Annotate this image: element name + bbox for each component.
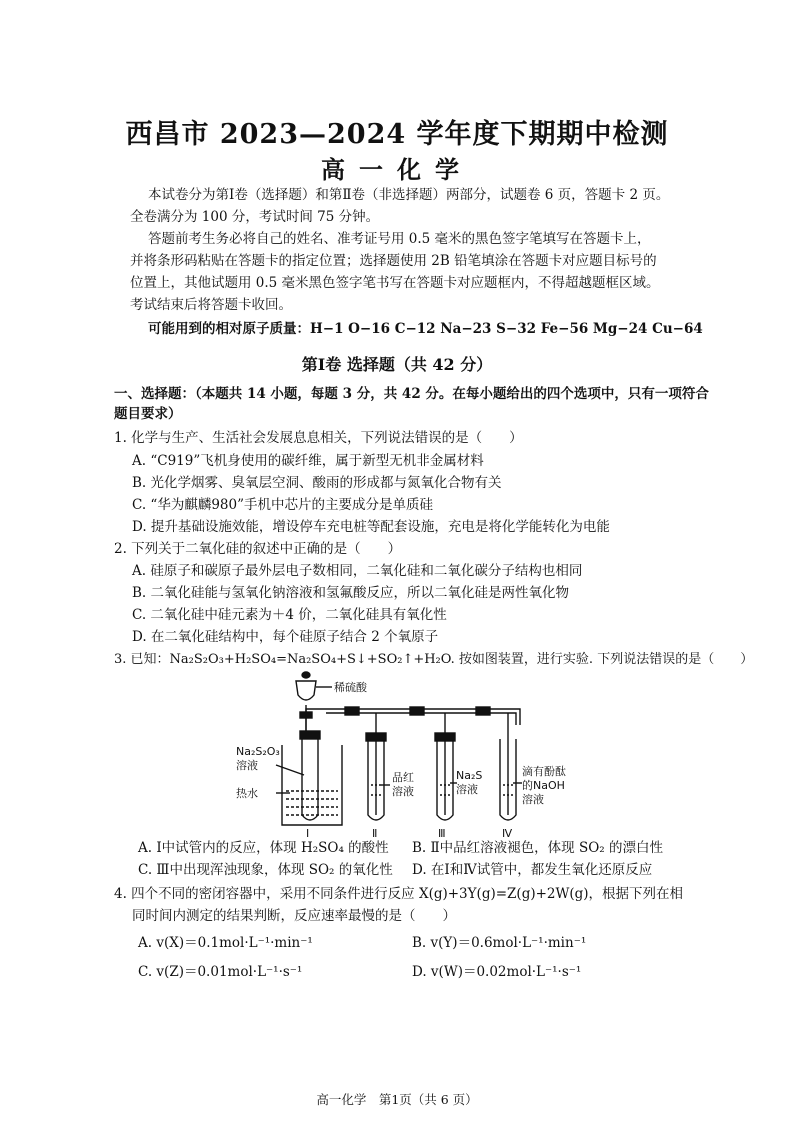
diagram-label-na2s: Na₂S	[456, 769, 483, 782]
diagram-label-solution: 溶液	[236, 759, 258, 772]
option-d: D. 提升基础设施效能，增设停车充电桩等配套设施，充电是将化学能转化为电能	[132, 519, 610, 535]
section-title: 第Ⅰ卷 选择题（共 42 分）	[301, 355, 493, 374]
option-d: D. 在Ⅰ和Ⅳ试管中，都发生氧化还原反应	[412, 862, 653, 878]
diagram-label-na2s2o3: Na₂S₂O₃	[236, 745, 280, 758]
option-b: B. 光化学烟雾、臭氧层空洞、酸雨的形成都与氮氧化合物有关	[132, 475, 502, 491]
tube-label-1: Ⅰ	[306, 827, 310, 840]
option-d: D. v(W)＝0.02mol·L⁻¹·s⁻¹	[412, 964, 582, 980]
page-title: 西昌市 2023—2024 学年度下期期中检测	[125, 119, 669, 150]
diagram-label-pinkred: 品红	[392, 771, 414, 784]
tube-label-2: Ⅱ	[372, 827, 378, 840]
section-instructions: 题目要求）	[114, 406, 182, 422]
question-stem: 3. 已知：Na₂S₂O₃+H₂SO₄=Na₂SO₄+S↓+SO₂↑+H₂O. 按如图装置，进行实验. 下列说法错误的是（ ）	[114, 652, 754, 667]
option-c: C. Ⅲ中出现浑浊现象，体现 SO₂ 的氧化性	[138, 862, 393, 878]
diagram-label-na2s-solution: 溶液	[456, 783, 478, 796]
option-c: C. “华为麒麟980”手机中芯片的主要成分是单质硅	[132, 497, 434, 513]
option-b: B. 二氧化硅能与氢氧化钠溶液和氢氟酸反应，所以二氧化硅是两性氧化物	[132, 585, 570, 601]
diagram-label-hot-water: 热水	[236, 787, 258, 800]
diagram-label-naoh-solution: 溶液	[522, 793, 544, 806]
question-stem: 1. 化学与生产、生活社会发展息息相关，下列说法错误的是（ ）	[114, 430, 523, 446]
diagram-label-phenolphthalein: 滴有酚酞	[522, 765, 566, 778]
apparatus-diagram	[230, 665, 590, 840]
option-c: C. v(Z)＝0.01mol·L⁻¹·s⁻¹	[138, 964, 303, 980]
intro-line: 位置上，其他试题用 0.5 毫米黑色签字笔书写在答题卡对应题框内，不得超越题框区域。	[130, 275, 660, 291]
diagram-label-pinkred-solution: 溶液	[392, 785, 414, 798]
section-instructions: 一、选择题：（本题共 14 小题，每题 3 分，共 42 分。在每小题给出的四个选项中，只有一项符合	[114, 386, 709, 402]
intro-line: 并将条形码粘贴在答题卡的指定位置；选择题使用 2B 铅笔填涂在答题卡对应题目标号的	[130, 253, 657, 269]
option-d: D. 在二氧化硅结构中，每个硅原子结合 2 个氧原子	[132, 629, 439, 645]
tube-label-3: Ⅲ	[438, 827, 446, 840]
intro-line: 考试结束后将答题卡收回。	[130, 297, 292, 313]
question-stem-cont: 同时间内测定的结果判断，反应速率最慢的是（ ）	[132, 908, 456, 924]
diagram-label-acid: 稀硫酸	[334, 681, 367, 694]
intro-line: 答题前考生务必将自己的姓名、准考证号用 0.5 毫米的黑色签字笔填写在答题卡上，	[148, 231, 651, 247]
tube-label-4: Ⅳ	[502, 827, 513, 840]
question-stem: 4. 四个不同的密闭容器中，采用不同条件进行反应 X(g)+3Y(g)=Z(g)+2W(g)，根据下列在相	[114, 886, 684, 902]
question-stem: 2. 下列关于二氧化硅的叙述中正确的是（ ）	[114, 541, 402, 557]
diagram-label-naoh: 的NaOH	[522, 779, 565, 792]
option-a: A. v(X)＝0.1mol·L⁻¹·min⁻¹	[138, 935, 313, 951]
option-c: C. 二氧化硅中硅元素为＋4 价，二氧化硅具有氧化性	[132, 607, 447, 623]
option-b: B. Ⅱ中品红溶液褪色，体现 SO₂ 的漂白性	[412, 840, 663, 856]
intro-line: 本试卷分为第Ⅰ卷（选择题）和第Ⅱ卷（非选择题）两部分，试题卷 6 页，答题卡 2 页。	[148, 187, 670, 203]
option-a: A. 硅原子和碳原子最外层电子数相同，二氧化硅和二氧化碳分子结构也相同	[132, 563, 583, 579]
page-footer: 高一化学 第1页（共 6 页）	[316, 1092, 478, 1107]
option-a: A. Ⅰ中试管内的反应，体现 H₂SO₄ 的酸性	[138, 840, 389, 856]
option-a: A. “C919”飞机身使用的碳纤维，属于新型无机非金属材料	[132, 453, 484, 469]
option-b: B. v(Y)＝0.6mol·L⁻¹·min⁻¹	[412, 935, 587, 951]
intro-line: 全卷满分为 100 分，考试时间 75 分钟。	[130, 209, 380, 225]
page-subtitle: 高一化学	[321, 155, 473, 184]
atomic-masses: 可能用到的相对原子质量：H−1 O−16 C−12 Na−23 S−32 Fe−56 Mg−24 Cu−64	[148, 321, 703, 337]
